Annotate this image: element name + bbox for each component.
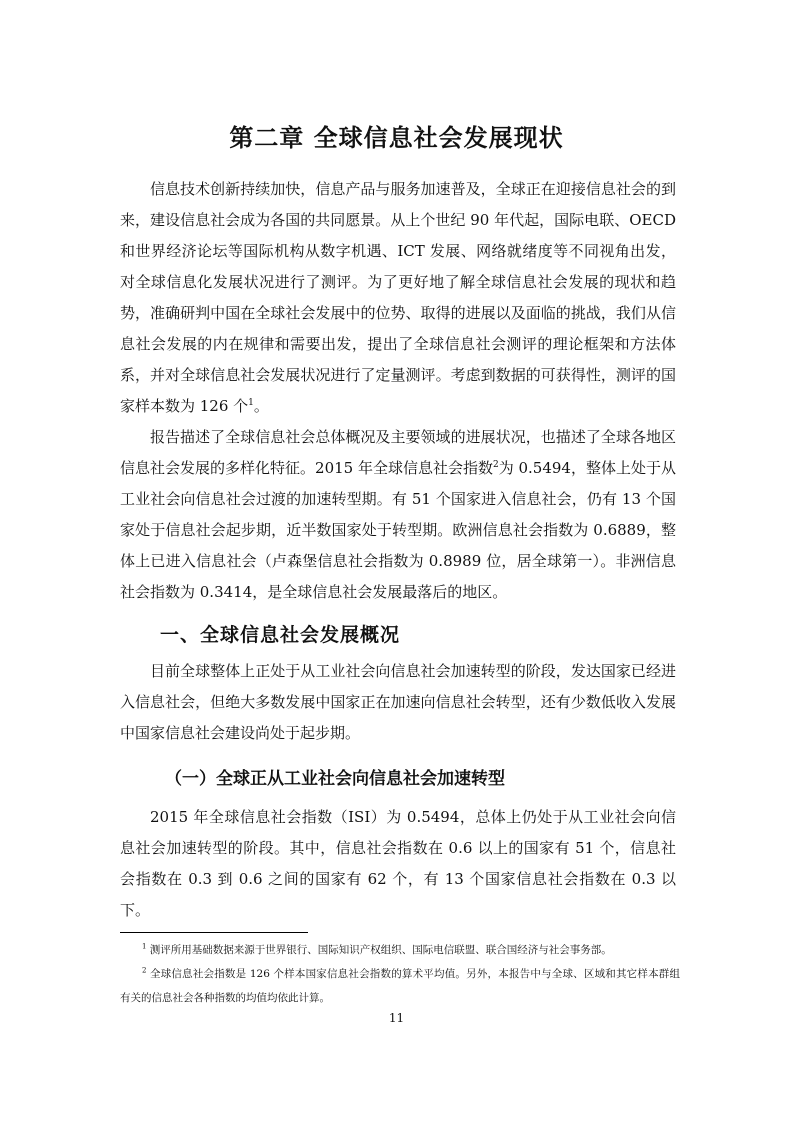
footnote-1-text: 测评所用基础数据来源于世界银行、国际知识产权组织、国际电信联盟、联合国经济与社会事务部。 — [146, 944, 612, 956]
intro-paragraph-1 — [120, 174, 676, 422]
subsection1-paragraph: 2015 年全球信息社会指数（ISI）为 0.5494，总体上仍处于从工业社会向信息社会加速转型的阶段。其中，信息社会指数在 0.6 以上的国家有 51 个，信息社会指数在 0.3 到 0.6 之间的国家有 62 个，有 13 个国家信息社会指数在 0.3 以下。 — [120, 808, 676, 919]
section-heading-1: 一、全球信息社会发展概况 — [160, 624, 401, 646]
intro-p1-text: 信息技术创新持续加快，信息产品与服务加速普及，全球正在迎接信息社会的到来，建设信息社会成为各国的共同愿景。从上个世纪 90 年代起，国际电联、OECD 和世界经济论坛等国际机构从数字机遇、ICT 发展、网络就绪度等不同视角出发，对全球信息化发展状况进行了测评。为了更好地了解全球信息社会发展的现状和趋势，准确研判中国在全球社会发展中的位势、取得的进展以及面临的挑战，我们从信息社会发展的内在规律和需要出发，提出了全球信息社会测评的理论框架和方法体系，并对全球信息社会发展状况进行了定量测评。考虑到数据的可获得性，测评的国家样本数为 126 个 — [120, 180, 676, 415]
intro-p1-end: 。 — [253, 397, 269, 415]
page-number: 11 — [388, 1011, 405, 1025]
intro-paragraph-2 — [120, 422, 676, 608]
footnote-mark-2: 2 — [142, 966, 147, 975]
footnote-1 — [120, 938, 680, 962]
footnotes — [120, 938, 680, 1010]
intro-p2-text: 报告描述了全球信息社会总体概况及主要领域的进展状况，也描述了全球各地区信息社会发展的多样化特征。2015 年全球信息社会指数 — [120, 428, 676, 477]
chapter-title: 第二章 全球信息社会发展现状 — [229, 124, 564, 152]
footnote-divider — [120, 932, 308, 933]
footnote-ref-2[interactable]: 2 — [492, 460, 499, 470]
footnote-2 — [120, 962, 680, 1010]
footnote-ref-1[interactable]: 1 — [248, 398, 254, 408]
footnote-mark-1: 1 — [142, 942, 147, 951]
subsection-heading-1: （一）全球正从工业社会向信息社会加速转型 — [165, 769, 505, 789]
intro-p2-end: 为 0.5494，整体上处于从工业社会向信息社会过渡的加速转型期。有 51 个国家进入信息社会，仍有 13 个国家处于信息社会起步期，近半数国家处于转型期。欧洲信息社会指数为 0.6889，整体上已进入信息社会（卢森堡信息社会指数为 0.8989 位，居全球第一）。非洲信息社会指数为 0.3414，是全球信息社会发展最落后的地区。 — [120, 459, 676, 601]
section1-paragraph: 目前全球整体上正处于从工业社会向信息社会加速转型的阶段，发达国家已经进入信息社会，但绝大多数发展中国家正在加速向信息社会转型，还有少数低收入发展中国家信息社会建设尚处于起步期。 — [120, 662, 676, 742]
footnote-2-text: 全球信息社会指数是 126 个样本国家信息社会指数的算术平均值。另外，本报告中与全球、区域和其它样本群组有关的信息社会各种指数的均值均依此计算。 — [120, 968, 680, 1004]
